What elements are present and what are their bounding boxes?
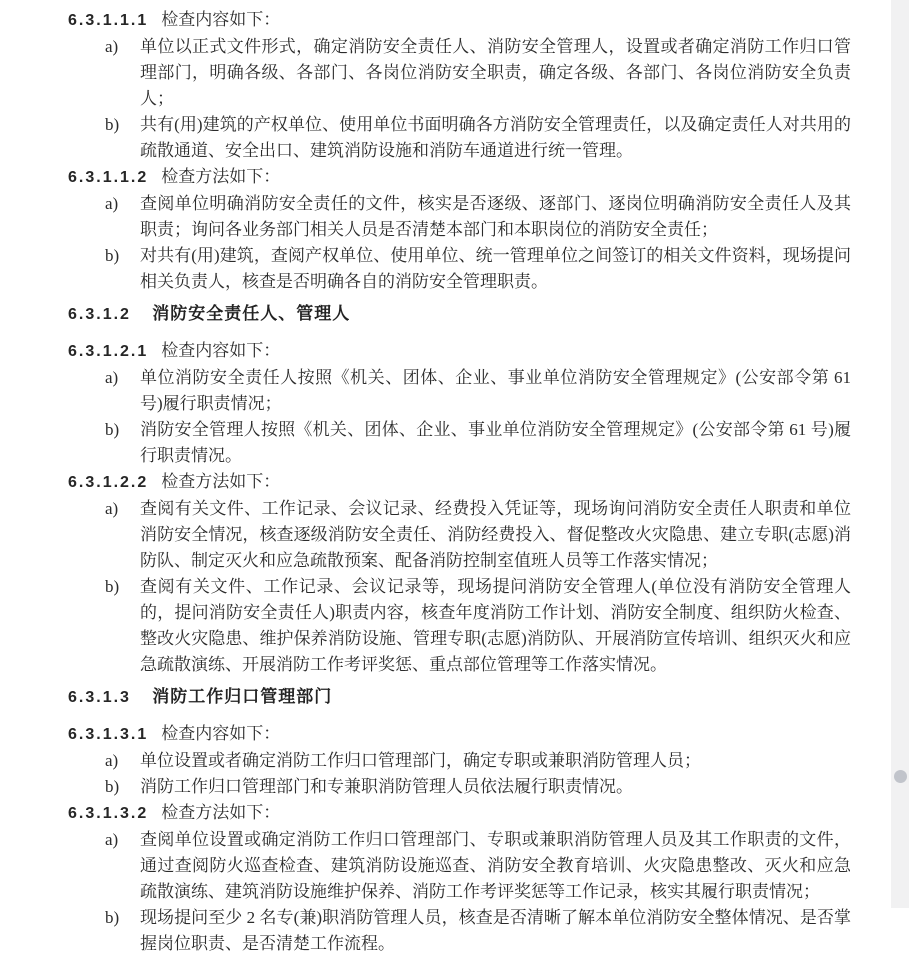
list-item [68, 905, 851, 957]
list-item-text: 消防安全管理人按照《机关、团体、企业、事业单位消防安全管理规定》(公安部令第 61 号)履行职责情况。 [140, 420, 851, 465]
list-item [68, 417, 851, 469]
list-item-text: 查阅单位设置或确定消防工作归口管理部门、专职或兼职消防管理人员及其工作职责的文件，通过查阅防火巡查检查、建筑消防设施巡查、消防安全教育培训、火灾隐患整改、灭火和应急疏散演练、建筑消防设施维护保养、消防工作考评奖惩等工作记录，核实其履行职责情况； [140, 830, 851, 901]
list-item-text: 查阅单位明确消防安全责任的文件，核实是否逐级、逐部门、逐岗位明确消防安全责任人及其职责；询问各业务部门相关人员是否清楚本部门和本职岗位的消防安全责任； [140, 194, 851, 239]
clause-title: 检查内容如下： [161, 341, 281, 360]
clause-6-3-1-3-2 [68, 800, 851, 827]
list-item [68, 574, 851, 678]
list-item [68, 191, 851, 243]
clause-6-3-1-1-1 [68, 7, 851, 34]
section-heading-6-3-1-3 [68, 684, 851, 711]
list-item-text: 对共有(用)建筑，查阅产权单位、使用单位、统一管理单位之间签订的相关文件资料，现场提问相关负责人，核查是否明确各自的消防安全管理职责。 [140, 246, 851, 291]
clause-number: 6.3.1.3.2 [68, 805, 149, 822]
list-item-label: b) [105, 908, 120, 927]
list-item [68, 34, 851, 112]
section-number: 6.3.1.2 [68, 306, 131, 323]
list-item-label: b) [105, 420, 120, 439]
list-item-label: b) [105, 577, 120, 596]
list-item-text: 共有(用)建筑的产权单位、使用单位书面明确各方消防安全管理责任，以及确定责任人对共用的疏散通道、安全出口、建筑消防设施和消防车通道进行统一管理。 [140, 115, 851, 160]
clause-number: 6.3.1.3.1 [68, 726, 149, 743]
list-item [68, 496, 851, 574]
clause-number: 6.3.1.1.2 [68, 169, 149, 186]
list-item-label: a) [105, 751, 119, 770]
document-content [68, 7, 851, 957]
clause-title: 检查内容如下： [161, 724, 281, 743]
list-item-label: a) [105, 194, 119, 213]
list-item-label: b) [105, 246, 120, 265]
list-item [68, 748, 851, 774]
list-item [68, 365, 851, 417]
clause-title: 检查方法如下： [161, 472, 281, 491]
clause-number: 6.3.1.2.2 [68, 474, 149, 491]
clause-number: 6.3.1.1.1 [68, 12, 149, 29]
list-item-text: 单位消防安全责任人按照《机关、团体、企业、事业单位消防安全管理规定》(公安部令第 61 号)履行职责情况； [140, 368, 851, 413]
scrollbar-thumb[interactable] [894, 770, 907, 783]
clause-title: 检查方法如下： [161, 803, 281, 822]
list-item-text: 消防工作归口管理部门和专兼职消防管理人员依法履行职责情况。 [140, 777, 633, 796]
section-title: 消防工作归口管理部门 [152, 687, 333, 706]
list-item-label: a) [105, 499, 119, 518]
section-title: 消防安全责任人、管理人 [152, 304, 351, 323]
section-number: 6.3.1.3 [68, 689, 131, 706]
list-item-label: b) [105, 777, 120, 796]
list-item-text: 现场提问至少 2 名专(兼)职消防管理人员，核查是否清晰了解本单位消防安全整体情况、是否掌握岗位职责、是否清楚工作流程。 [140, 908, 851, 953]
scrollbar-track[interactable] [891, 0, 909, 908]
clause-6-3-1-2-1 [68, 338, 851, 365]
list-item-label: a) [105, 368, 119, 387]
clause-6-3-1-3-1 [68, 721, 851, 748]
list-item-text: 单位以正式文件形式，确定消防安全责任人、消防安全管理人，设置或者确定消防工作归口管理部门，明确各级、各部门、各岗位消防安全职责，确定各级、各部门、各岗位消防安全负责人； [140, 37, 851, 108]
list-item-label: b) [105, 115, 120, 134]
list-item [68, 774, 851, 800]
list-item-label: a) [105, 37, 119, 56]
list-item [68, 827, 851, 905]
list-item [68, 112, 851, 164]
list-item-text: 单位设置或者确定消防工作归口管理部门，确定专职或兼职消防管理人员； [140, 751, 701, 770]
clause-title: 检查方法如下： [161, 167, 281, 186]
section-heading-6-3-1-2 [68, 301, 851, 328]
clause-6-3-1-1-2 [68, 164, 851, 191]
list-item-text: 查阅有关文件、工作记录、会议记录、经费投入凭证等，现场询问消防安全责任人职责和单位消防安全情况，核查逐级消防安全责任、消防经费投入、督促整改火灾隐患、建立专职(志愿)消防队、制定灭火和应急疏散预案、配备消防控制室值班人员等工作落实情况； [140, 499, 851, 570]
clause-6-3-1-2-2 [68, 469, 851, 496]
list-item [68, 243, 851, 295]
clause-title: 检查内容如下： [161, 10, 281, 29]
list-item-text: 查阅有关文件、工作记录、会议记录等，现场提问消防安全管理人(单位没有消防安全管理人的，提问消防安全责任人)职责内容，核查年度消防工作计划、消防安全制度、组织防火检查、整改火灾隐患、维护保养消防设施、管理专职(志愿)消防队、开展消防宣传培训、组织灭火和应急疏散演练、开展消防工作考评奖惩、重点部位管理等工作落实情况。 [140, 577, 851, 674]
list-item-label: a) [105, 830, 119, 849]
clause-number: 6.3.1.2.1 [68, 343, 149, 360]
